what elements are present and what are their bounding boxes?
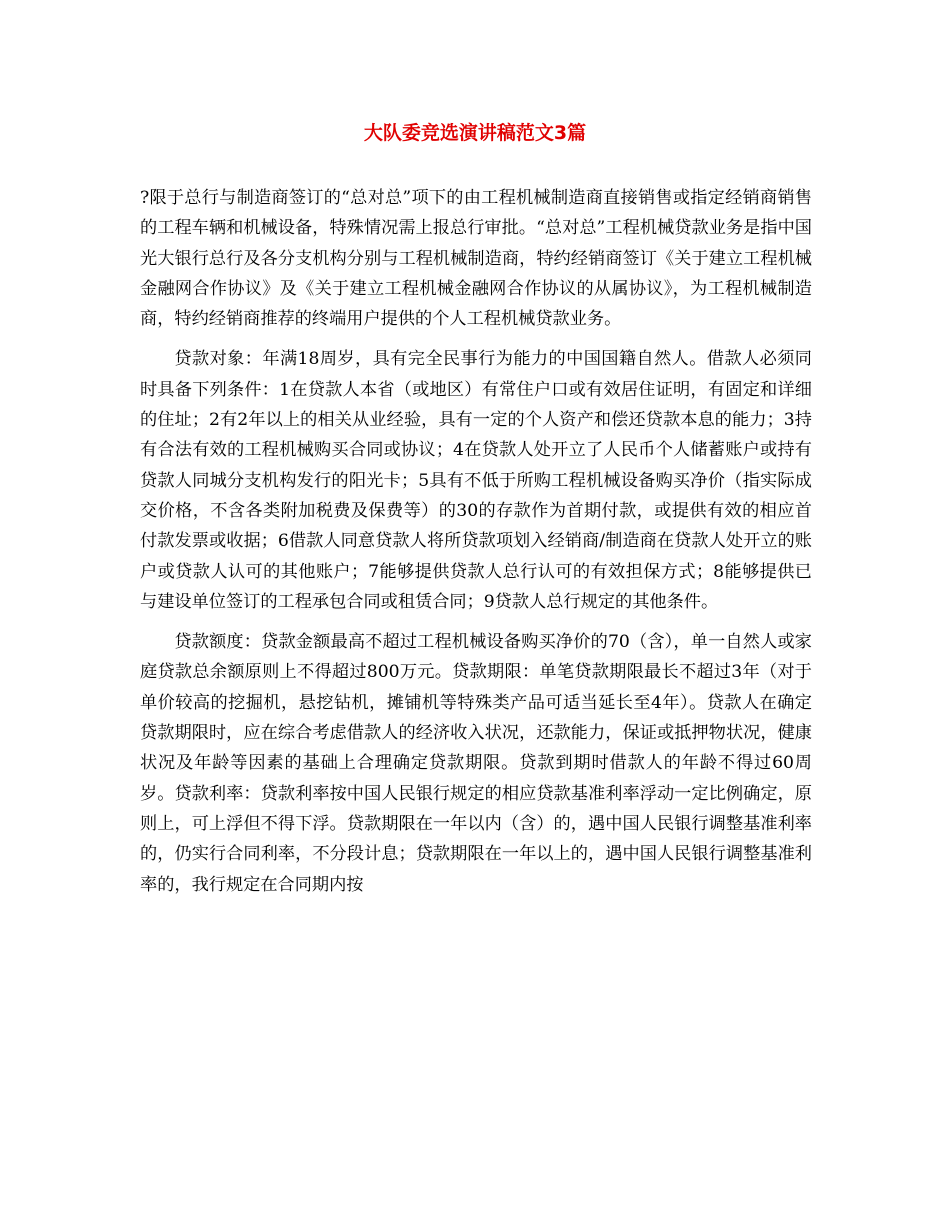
paragraph-loan-target: 贷款对象：年满18周岁，具有完全民事行为能力的中国国籍自然人。借款人必须同时具备下列条件：1在贷款人本省（或地区）有常住户口或有效居住证明，有固定和详细的住址；2有2年以上的相关从业经验，具有一定的个人资产和偿还贷款本息的能力；3持有合法有效的工程机械购买合同或协议；4在贷款人处开立了人民币个人储蓄账户或持有贷款人同城分支机构发行的阳光卡；5具有不低于所购工程机械设备购买净价（指实际成交价格，不含各类附加税费及保费等）的30的存款作为首期付款，或提供有效的相应首付款发票或收据；6借款人同意贷款人将所贷款项划入经销商/制造商在贷款人处开立的账户或贷款人认可的其他账户；7能够提供贷款人总行认可的有效担保方式；8能够提供已与建设单位签订的工程承包合同或租赁合同；9贷款人总行规定的其他条件。 (140, 349, 812, 612)
paragraph-loan-amount: 贷款额度：贷款金额最高不超过工程机械设备购买净价的70（含），单一自然人或家庭贷款总余额原则上不得超过800万元。贷款期限：单笔贷款期限最长不超过3年（对于单价较高的挖掘机，悬挖钻机，摊铺机等特殊类产品可适当延长至4年）。贷款人在确定贷款期限时，应在综合考虑借款人的经济收入状况，还款能力，保证或抵押物状况，健康状况及年龄等因素的基础上合理确定贷款期限。贷款到期时借款人的年龄不得过60周岁。贷款利率：贷款利率按中国人民银行规定的相应贷款基准利率浮动一定比例确定，原则上，可上浮但不得下浮。贷款期限在一年以内（含）的，遇中国人民银行调整基准利率的，仍实行合同利率，不分段计息；贷款期限在一年以上的，遇中国人民银行调整基准利率的，我行规定在合同期内按 (140, 632, 812, 895)
document-title: 大队委竞选演讲稿范文3篇 (363, 122, 587, 144)
document-body (140, 183, 812, 900)
paragraph-scope: ?限于总行与制造商签订的“总对总”项下的由工程机械制造商直接销售或指定经销商销售的工程车辆和机械设备，特殊情况需上报总行审批。“总对总”工程机械贷款业务是指中国光大银行总行及各分支机构分别与工程机械制造商，特约经销商签订《关于建立工程机械金融网合作协议》及《关于建立工程机械金融网合作协议的从属协议》，为工程机械制造商，特约经销商推荐的终端用户提供的个人工程机械贷款业务。 (140, 188, 812, 330)
